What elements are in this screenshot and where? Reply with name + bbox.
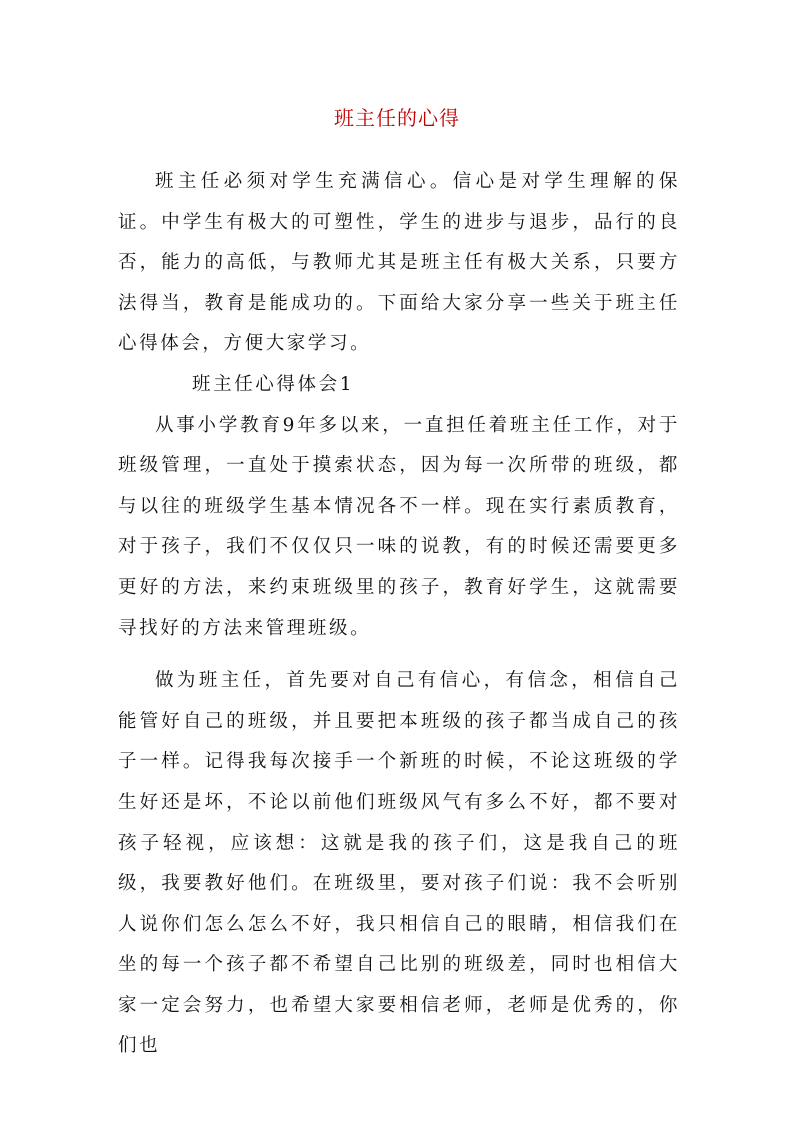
body-paragraph-1: 从事小学教育9年多以来，一直担任着班主任工作，对于班级管理，一直处于摸索状态，因为每一次所带的班级，都与以往的班级学生基本情况各不一样。现在实行素质教育，对于孩子，我们不仅仅只一味的说教，有的时候还需要更多更好的方法，来约束班级里的孩子，教育好学生，这就需要寻找好的方法来管理班级。 — [118, 414, 680, 639]
document-title: 班主任的心得 — [334, 106, 460, 130]
intro-paragraph: 班主任必须对学生充满信心。信心是对学生理解的保证。中学生有极大的可塑性，学生的进步与退步，品行的良否，能力的高低，与教师尤其是班主任有极大关系，只要方法得当，教育是能成功的。下面给大家分享一些关于班主任心得体会，方便大家学习。 — [118, 171, 680, 355]
document-body — [118, 162, 680, 1067]
body-paragraph-2: 做为班主任，首先要对自己有信心，有信念，相信自己能管好自己的班级，并且要把本班级的孩子都当成自己的孩子一样。记得我每次接手一个新班的时候，不论这班级的学生好还是坏，不论以前他们班级风气有多么不好，都不要对孩子轻视，应该想：这就是我的孩子们，这是我自己的班级，我要教好他们。在班级里，要对孩子们说：我不会听别人说你们怎么怎么不好，我只相信自己的眼睛，相信我们在坐的每一个孩子都不希望自己比别的班级差，同时也相信大家一定会努力，也希望大家要相信老师，老师是优秀的，你们也 — [118, 670, 680, 1057]
section-heading: 班主任心得体会1 — [192, 373, 355, 395]
